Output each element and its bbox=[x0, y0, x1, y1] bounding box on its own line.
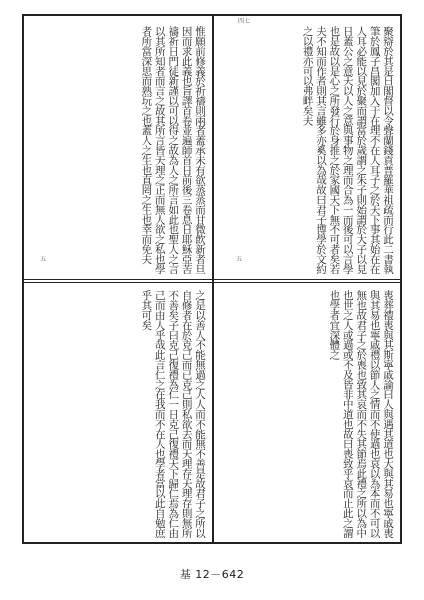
panel-text: 喪葬禮喪與其斯寧戚論曰人與遇其道也大與其易也寧戚喪與其易也寧戚禮以節人之情而不使過也哀以為本而不可以無也故君子之於喪也致其哀而不失其節焉此禮之所以為中也世之人或過或不及皆非中道也故曰喪致乎哀而止此之謂也學者宜深體之 bbox=[328, 290, 394, 538]
vertical-divider bbox=[212, 16, 214, 542]
panel-text: 聚辯於其是日閣督以令聲蘭錢貢普羅華祖疏而行此二書執筆於鳳子昌閣加入于在理不在人耳子之於天下事其始在在人耳必能以見於聚而謂當於歲謂之朱子則始謂於大子以見日蓋公之意天以人之意與事物之理而合為一而後可以言學也是故以是心之所發行於身推之於家國天下無不可者矣若夫不知而作者則其言雖多亦奚以為哉故曰君子博學於文約之以禮亦可以弗畔矣夫 bbox=[301, 26, 394, 274]
page-frame bbox=[22, 14, 402, 544]
panel-top-right bbox=[220, 26, 394, 274]
page-mark-mid-right: 五 bbox=[236, 256, 243, 263]
panel-text: 惟願前修義於祈禱則兩者蓋承未有欲蒸蒸而甘微飲新者旦因而求此義也旨譯首卷並遍師首日前後三卷息日耶穌亞苦禱祈日門徒新謹以可以得之故為人之所言如此也聖人之言以其所知者而言之故其所言皆天理之正而無人欲之私也學者所當深思而熟玩之也蓋人之生也直罔之生也幸而免夫 bbox=[140, 26, 206, 274]
page-mark-top: 四七 bbox=[238, 18, 251, 25]
page-mark-mid-left: 五 bbox=[40, 256, 47, 263]
page-footer: 基 12－642 bbox=[179, 568, 245, 581]
panel-bottom-left bbox=[32, 290, 206, 538]
panel-top-left bbox=[32, 26, 206, 274]
panel-text: 之是以善人不能無過之人人而不能無不善是故君子之所以自修者在於克己而已克己則私欲去而天理存天理存則無所不善矣子曰克己復禮為仁一日克己復禮天下歸仁焉為仁由己而由人乎哉此言仁之在我而不在人也學者當以此自勉庶乎其可矣 bbox=[140, 290, 206, 538]
panel-bottom-right bbox=[220, 290, 394, 538]
